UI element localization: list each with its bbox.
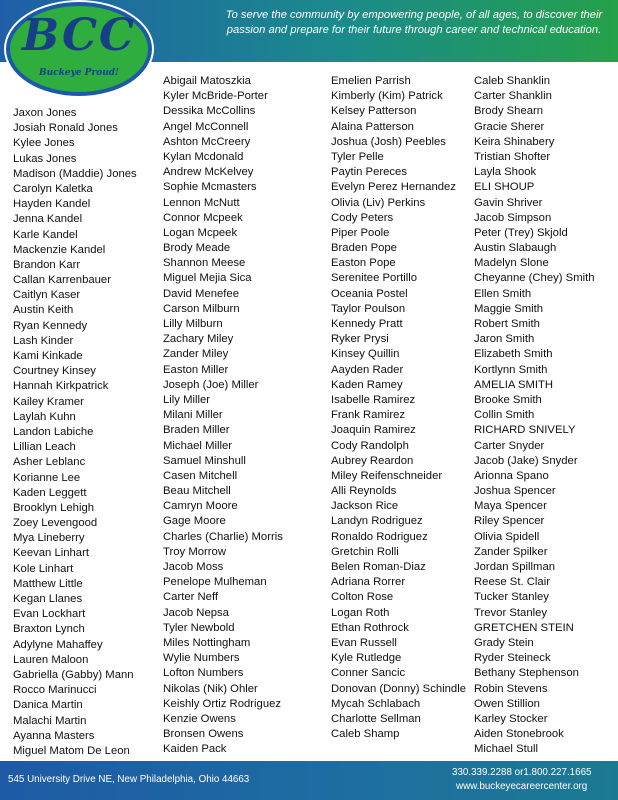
name-entry: Mya Lineberry [13,532,85,545]
name-entry: Zachary Miley [163,333,234,346]
name-entry: Logan Roth [331,606,390,619]
name-entry: Trevor Stanley [474,606,548,619]
name-entry: Nikolas (Nik) Ohler [163,682,258,695]
name-entry: Sophie Mcmasters [163,181,257,194]
name-entry: Carter Neff [163,591,219,604]
name-entry: Asher Leblanc [13,456,86,469]
name-entry: Samuel Minshull [163,454,246,467]
name-column-2 [163,74,283,757]
name-entry: Ronaldo Rodriguez [331,530,428,543]
name-entry: AMELIA SMITH [474,378,554,391]
name-entry: Jordan Spillman [474,561,556,573]
name-entry: Olivia (Liv) Perkins [331,196,426,209]
name-entry: Alli Reynolds [331,485,397,498]
name-entry: Malachi Martin [13,714,87,727]
name-entry: Ashton McCreery [163,135,251,148]
name-entry: Conner Sancic [331,667,406,680]
name-entry: Kylan Mcdonald [163,150,244,163]
name-entry: Tyler Pelle [331,150,384,163]
name-entry: Jacob (Jake) Snyder [474,454,578,467]
name-entry: ELI SHOUP [474,181,535,194]
name-entry: Maya Spencer [474,500,547,513]
name-entry: Lauren Maloon [13,653,89,666]
name-entry: Keishly Ortiz Rodriguez [163,697,282,710]
name-entry: Kortlynn Smith [474,363,548,376]
name-entry: Kyler McBride-Porter [163,90,268,103]
name-entry: Beau Mitchell [163,485,231,498]
name-entry: Caitlyn Kaser [13,289,81,302]
name-entry: Austin Keith [13,304,74,317]
name-entry: Taylor Poulson [331,302,406,315]
name-column-1 [13,106,137,759]
name-entry: Kennedy Pratt [331,318,403,330]
name-entry: Carson Milburn [163,302,240,315]
address: 545 University Drive NE, New Philadelphia, Ohio 44663 [8,774,250,785]
name-entry: Brooke Smith [474,393,542,406]
logo-tagline: Buckeye Proud! [39,68,119,78]
name-entry: Isabelle Ramirez [331,393,416,406]
name-column-3 [331,74,466,742]
name-entry: Lofton Numbers [163,667,244,680]
name-entry: Cody Randolph [331,439,409,452]
logo-letters: BCC [21,10,137,61]
name-entry: Kegan Llanes [13,593,83,605]
website-link[interactable]: www.buckeyecareercenter.org [456,781,588,792]
name-entry: RICHARD SNIVELY [474,424,576,437]
name-entry: Carter Snyder [474,439,545,452]
name-entry: Abigail Matoszkia [163,75,251,87]
name-entry: Rocco Marinucci [13,684,97,697]
name-entry: Kole Linhart [13,562,74,575]
name-entry: Gracie Sherer [474,120,545,133]
name-entry: Collin Smith [474,409,535,422]
name-entry: Keira Shinabery [474,135,555,148]
name-entry: Bethany Stephenson [474,667,579,680]
name-entry: Josiah Ronald Jones [13,122,118,135]
name-entry: Karle Kandel [13,228,78,241]
name-entry: Jacob Nepsa [163,606,229,619]
name-entry: Shannon Meese [163,257,246,270]
name-entry: Tucker Stanley [474,591,549,604]
name-entry: Michael Stull [474,743,539,756]
name-entry: Carter Shanklin [474,90,552,103]
name-entry: Bronsen Owens [163,728,244,741]
name-entry: Angel McConnell [163,120,249,133]
name-entry: GRETCHEN STEIN [474,621,574,634]
name-entry: Kylee Jones [13,137,75,150]
name-entry: Brandon Karr [13,258,81,271]
name-entry: Evan Russell [331,636,397,649]
name-entry: Miguel Matom De Leon [13,744,130,757]
name-entry: Mycah Schlabach [331,697,421,710]
name-entry: Peter (Trey) Skjold [474,226,568,239]
name-entry: Reese St. Clair [474,576,550,589]
name-entry: Dessika McCollins [163,105,256,118]
name-entry: Lukas Jones [13,152,77,165]
name-entry: Braden Pope [331,242,397,255]
name-entry: Keevan Linhart [13,547,89,560]
name-entry: Landon Labiche [13,425,94,438]
name-entry: Laylah Kuhn [13,410,76,423]
name-entry: Carolyn Kaletka [13,182,93,195]
name-entry: Gabriella (Gabby) Mann [13,668,134,681]
name-entry: Karley Stocker [474,712,548,725]
name-entry: Joaquin Ramirez [331,424,416,437]
name-entry: Brooklyn Lehigh [13,501,95,514]
name-entry: Zander Spilker [474,545,548,558]
name-entry: Jenna Kandel [13,213,83,226]
name-entry: Charles (Charlie) Morris [163,530,283,543]
name-entry: Cody Peters [331,211,394,224]
name-entry: Landyn Rodriguez [331,515,423,528]
bcc-logo [6,2,152,96]
name-entry: Courtney Kinsey [13,365,96,378]
name-entry: Ethan Rothrock [331,621,409,634]
name-entry: Aubrey Reardon [331,454,414,467]
name-entry: Mackenzie Kandel [13,243,106,256]
name-entry: Ellen Smith [474,287,532,300]
name-entry: Aiden Stonebrook [474,728,564,741]
name-entry: Kimberly (Kim) Patrick [331,90,443,103]
name-entry: Kaiden Pack [163,743,227,756]
name-entry: Brody Meade [163,242,231,255]
name-entry: Casen Mitchell [163,469,238,482]
name-entry: Kyle Rutledge [331,652,402,665]
name-entry: Callan Karrenbauer [13,274,111,287]
name-entry: Lennon McNutt [163,196,240,209]
name-entry: Penelope Mulheman [163,576,267,589]
name-entry: Braxton Lynch [13,623,85,636]
name-entry: Kaden Leggett [13,486,87,499]
name-entry: Emelien Parrish [331,75,411,87]
name-entry: Andrew McKelvey [163,166,254,179]
name-entry: Wylie Numbers [163,652,240,665]
name-entry: Caleb Shamp [331,728,400,741]
name-entry: Madison (Maddie) Jones [13,167,137,180]
name-entry: Gavin Shriver [474,196,543,209]
name-entry: Camryn Moore [163,500,238,513]
name-entry: Austin Slabaugh [474,242,557,255]
name-entry: Ryder Steineck [474,652,551,665]
phone-numbers: 330.339.2288 or1.800.227.1665 [452,767,592,778]
name-entry: Troy Morrow [163,545,226,558]
name-entry: Grady Stein [474,636,534,649]
name-entry: Joshua Spencer [474,485,556,498]
name-entry: Joseph (Joe) Miller [163,378,259,391]
name-entry: Evelyn Perez Hernandez [331,181,456,194]
name-entry: Alaina Patterson [331,120,414,133]
name-entry: Owen Stillion [474,697,540,710]
name-entry: Madelyn Slone [474,257,549,270]
name-entry: Miguel Mejia Sica [163,272,252,285]
name-entry: Ryker Prysi [331,333,389,346]
name-entry: Layla Shook [474,166,537,179]
name-entry: Logan Mcpeek [163,226,238,239]
name-entry: Zoey Levengood [13,517,98,530]
mission-statement: To serve the community by empowering people, of all ages, to discover their passion and prepare for their future through career and technical education. [225,9,603,36]
name-entry: Ayanna Masters [13,729,95,742]
name-entry: Kenzie Owens [163,712,236,725]
name-entry: Jaron Smith [474,333,535,346]
name-entry: Brody Shearn [474,105,544,118]
name-entry: Kelsey Patterson [331,105,417,118]
name-entry: David Menefee [163,287,239,300]
name-entry: Lash Kinder [13,334,74,347]
name-entry: Ryan Kennedy [13,319,88,332]
name-entry: Olivia Spidell [474,530,540,543]
name-entry: Matthew Little [13,577,83,590]
name-entry: Lillian Leach [13,441,76,454]
name-entry: Robert Smith [474,318,540,330]
name-entry: Jacob Moss [163,561,224,573]
name-entry: Zander Miley [163,348,229,361]
name-entry: Hayden Kandel [13,198,91,211]
name-entry: Donovan (Donny) Schindle [331,682,467,695]
name-entry: Maggie Smith [474,302,544,315]
name-entry: Easton Pope [331,257,396,270]
name-entry: Adriana Rorrer [331,576,406,589]
name-entry: Paytin Pereces [331,166,407,179]
name-entry: Kinsey Quillin [331,348,400,361]
name-entry: Connor Mcpeek [163,211,243,224]
name-entry: Michael Miller [163,439,233,452]
name-entry: Jacob Simpson [474,211,552,224]
name-entry: Gretchin Rolli [331,545,399,558]
name-entry: Lilly Milburn [163,318,223,330]
name-entry: Evan Lockhart [13,608,86,621]
name-entry: Charlotte Sellman [331,712,421,725]
name-entry: Robin Stevens [474,682,548,695]
name-entry: Hannah Kirkpatrick [13,380,109,393]
name-entry: Kaden Ramey [331,378,403,391]
name-column-4 [474,74,595,757]
name-entry: Elizabeth Smith [474,348,553,361]
name-entry: Gage Moore [163,515,226,528]
name-entry: Miley Reifenschneider [331,469,443,482]
name-entry: Lily Miller [163,393,211,406]
name-entry: Braden Miller [163,424,230,437]
name-entry: Miles Nottingham [163,636,251,649]
name-entry: Piper Poole [331,226,390,239]
name-entry: Arionna Spano [474,469,549,482]
name-entry: Tyler Newbold [163,621,235,634]
name-entry: Caleb Shanklin [474,75,550,87]
name-entry: Jackson Rice [331,500,399,513]
name-entry: Milani Miller [163,409,223,422]
name-entry: Jaxon Jones [13,107,77,119]
name-entry: Korianne Lee [13,471,81,484]
name-entry: Aayden Rader [331,363,404,376]
name-entry: Joshua (Josh) Peebles [331,135,446,148]
name-entry: Kailey Kramer [13,395,84,408]
name-entry: Danica Martin [13,699,83,712]
name-entry: Belen Roman-Diaz [331,561,426,573]
name-entry: Serenitee Portillo [331,272,418,285]
name-entry: Oceania Postel [331,287,408,300]
name-entry: Colton Rose [331,591,394,604]
name-entry: Cheyanne (Chey) Smith [474,272,595,285]
name-entry: Tristian Shofter [474,150,551,163]
name-entry: Frank Ramirez [331,409,406,422]
name-entry: Adylyne Mahaffey [13,638,103,651]
name-entry: Kami Kinkade [13,350,83,362]
footer-bar [0,761,618,800]
name-entry: Riley Spencer [474,515,545,528]
name-entry: Easton Miller [163,363,229,376]
